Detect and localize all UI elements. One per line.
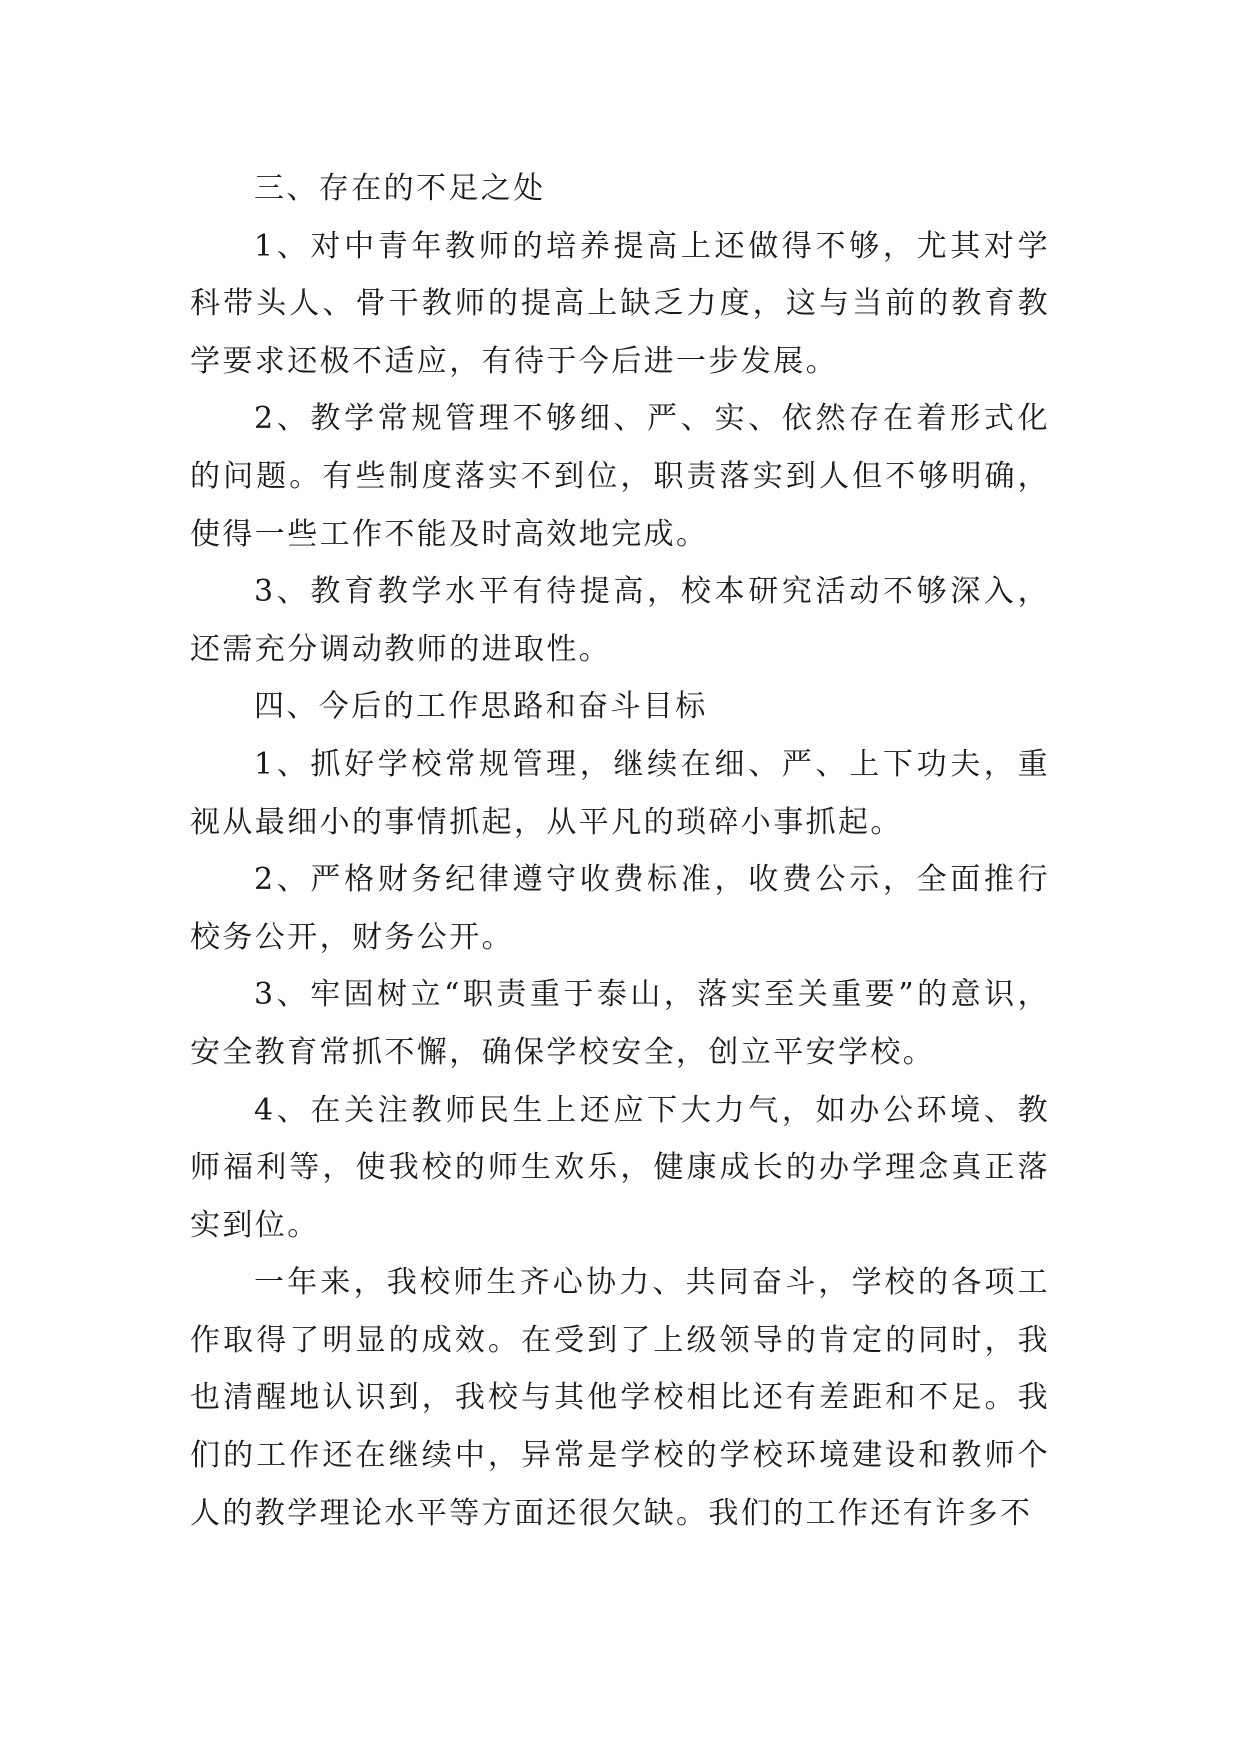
section-heading-shortcomings: 三、存在的不足之处 <box>254 171 546 206</box>
paragraph: 2、严格财务纪律遵守收费标准，收费公示，全面推行校务公开，财务公开。 <box>190 862 1050 955</box>
paragraph: 3、教育教学水平有待提高，校本研究活动不够深入，还需充分调动教师的进取性。 <box>190 574 1050 667</box>
paragraph: 4、在关注教师民生上还应下大力气，如办公环境、教师福利等，使我校的师生欢乐，健康成长的办学理念真正落实到位。 <box>190 1092 1050 1243</box>
section-heading-future-goals: 四、今后的工作思路和奋斗目标 <box>254 689 708 725</box>
paragraph: 1、抓好学校常规管理，继续在细、严、上下功夫，重视从最细小的事情抓起，从平凡的琐碎小事抓起。 <box>190 746 1050 840</box>
paragraph: 1、对中青年教师的培养提高上还做得不够，尤其对学科带头人、骨干教师的提高上缺乏力度，这与当前的教育教学要求还极不适应，有待于今后进一步发展。 <box>190 228 1050 379</box>
paragraph: 2、教学常规管理不够细、严、实、依然存在着形式化的问题。有些制度落实不到位，职责落实到人但不够明确，使得一些工作不能及时高效地完成。 <box>190 401 1050 552</box>
paragraph: 3、牢固树立“职责重于泰山，落实至关重要”的意识，安全教育常抓不懈，确保学校安全，创立平安学校。 <box>190 977 1050 1070</box>
document-body <box>190 160 1050 1542</box>
paragraph: 一年来，我校师生齐心协力、共同奋斗，学校的各项工作取得了明显的成效。在受到了上级领导的肯定的同时，我也清醒地认识到，我校与其他学校相比还有差距和不足。我们的工作还在继续中，异常是学校的学校环境建设和教师个人的教学理论水平等方面还很欠缺。我们的工作还有许多不 <box>190 1265 1050 1531</box>
